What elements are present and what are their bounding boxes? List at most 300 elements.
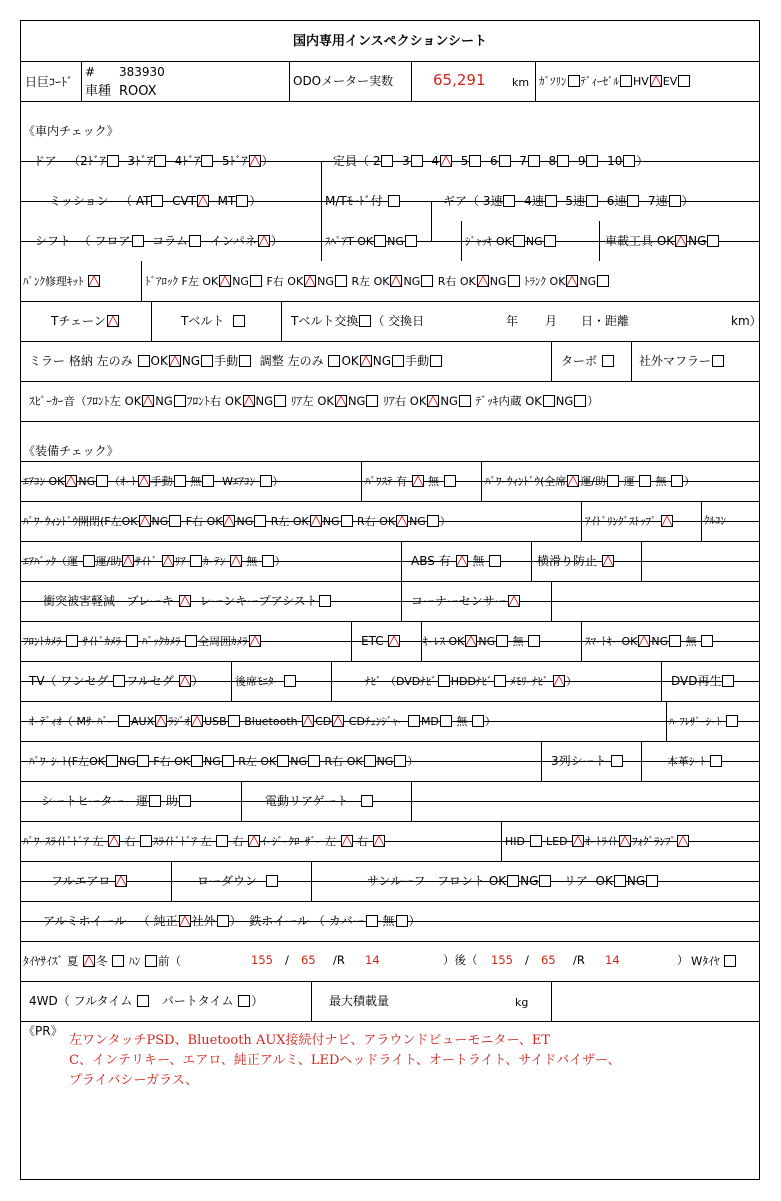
- tv-fullseg-checkbox[interactable]: [179, 675, 191, 687]
- door-3-checkbox[interactable]: [154, 155, 166, 167]
- auto-light-label: ｵｰﾄﾗｲﾄ: [585, 835, 619, 848]
- sunroof-rear-ok-checkbox[interactable]: [614, 875, 626, 887]
- speaker-fl-ok-checkbox[interactable]: [142, 395, 154, 407]
- audio-row: [29, 715, 496, 727]
- spare-label: ｽﾍﾟｱT: [325, 235, 354, 248]
- mirror-adjust-ng-label: NG: [372, 354, 392, 368]
- turbo-row: [561, 355, 615, 367]
- power-seat-rr-ng-checkbox[interactable]: [394, 755, 406, 767]
- audio-m-server-checkbox[interactable]: [118, 715, 130, 727]
- spare-ok-label: OK: [357, 235, 374, 248]
- rear-monitor-row: [235, 675, 297, 687]
- mirror-fold-ok-checkbox[interactable]: [169, 355, 181, 367]
- smart-key-ok-checkbox[interactable]: [638, 635, 650, 647]
- auto-light-checkbox[interactable]: [619, 835, 631, 847]
- aircon-ok-label: OK: [48, 475, 65, 488]
- tire-winter-checkbox[interactable]: [112, 955, 124, 967]
- power-window-dp-checkbox[interactable]: [607, 475, 619, 487]
- tire-front-rim: 14: [365, 953, 380, 967]
- door-lock-rl-label: R左: [351, 275, 371, 288]
- puncture-row: [23, 275, 101, 287]
- speaker-close: ）: [587, 394, 599, 408]
- around-camera-checkbox[interactable]: [249, 635, 261, 647]
- keyless-ng-checkbox[interactable]: [496, 635, 508, 647]
- power-seat-rr-ok-checkbox[interactable]: [364, 755, 376, 767]
- aircon-row: [23, 475, 284, 487]
- door-row: [33, 155, 274, 167]
- spare-ok-checkbox[interactable]: [374, 235, 386, 247]
- capacity-4-checkbox[interactable]: [440, 155, 452, 167]
- gear-close: ）: [681, 194, 694, 208]
- full-aero-checkbox[interactable]: [115, 875, 127, 887]
- idle-stop-label: ｱｲﾄﾞﾘﾝｸﾞｽﾄｯﾌﾟ: [585, 515, 657, 528]
- tire-front-aspect: 65: [301, 953, 316, 967]
- number-label: #: [85, 65, 96, 79]
- power-gate-checkbox[interactable]: [361, 795, 373, 807]
- alloy-aftermarket-label: 社外: [191, 914, 216, 928]
- leather-seat-label: 本革ｼｰﾄ: [667, 755, 706, 768]
- w-tire-checkbox[interactable]: [724, 955, 736, 967]
- fuel-ev-checkbox[interactable]: [678, 75, 690, 87]
- fourwd-part-checkbox[interactable]: [238, 995, 250, 1007]
- power-slide-right-checkbox[interactable]: [140, 835, 152, 847]
- fog-lamp-label: ﾌｫｸﾞﾗﾝﾌﾟ: [632, 835, 677, 848]
- seat-heater-passenger-checkbox[interactable]: [179, 795, 191, 807]
- tools-ok-checkbox[interactable]: [675, 235, 687, 247]
- rear-monitor-checkbox[interactable]: [284, 675, 296, 687]
- sunroof-front-ok-checkbox[interactable]: [507, 875, 519, 887]
- power-steering-yes-checkbox[interactable]: [412, 475, 424, 487]
- slide-door-left-checkbox[interactable]: [216, 835, 228, 847]
- power-steering-no-checkbox[interactable]: [444, 475, 456, 487]
- mt-mode-label: M/Tﾓｰﾄﾞ付: [325, 194, 383, 208]
- airbag-none-checkbox[interactable]: [262, 555, 274, 567]
- audio-bluetooth-label: Bluetooth: [244, 715, 298, 728]
- sheet-title: 国内専用インスペクションシート: [292, 34, 488, 49]
- mt-mode-checkbox[interactable]: [388, 195, 400, 207]
- audio-usb-checkbox[interactable]: [228, 715, 240, 727]
- shift-floor-checkbox[interactable]: [132, 235, 144, 247]
- easy-closer-label: ｲｰｼﾞｰｸﾛｰｻﾞｰ: [261, 835, 322, 848]
- jack-ok-checkbox[interactable]: [513, 235, 525, 247]
- door-lock-fl-ng-label: NG: [232, 275, 249, 288]
- shift-close: ）: [270, 234, 283, 248]
- tire-close: ）: [677, 953, 689, 967]
- power-seat-fl-label: (F左: [67, 755, 90, 768]
- aircon-manual-label: 手動: [150, 475, 173, 488]
- lane-keep-checkbox[interactable]: [319, 595, 331, 607]
- pw-open-fl-ok-label: OK: [121, 515, 138, 528]
- tire-rear-slash: /: [525, 953, 529, 967]
- sunroof-front-ng-checkbox[interactable]: [539, 875, 551, 887]
- belt-swap-row: [291, 314, 762, 328]
- door-lock-rl-ng-checkbox[interactable]: [421, 275, 433, 287]
- aircon-none-label: 無: [190, 475, 202, 488]
- fuel-diesel-checkbox[interactable]: [620, 75, 632, 87]
- mirror-adjust-ng-checkbox[interactable]: [392, 355, 404, 367]
- led-checkbox[interactable]: [572, 835, 584, 847]
- odo-label: ODOメーター実数: [293, 74, 394, 88]
- t-belt-checkbox[interactable]: [233, 315, 245, 327]
- mission-at-label: AT: [135, 194, 151, 208]
- aircon-ng-label: NG: [78, 475, 96, 488]
- door-lock-fl-ok-label: OK: [202, 275, 219, 288]
- smart-key-ng-checkbox[interactable]: [669, 635, 681, 647]
- back-camera-label: ﾊﾞｯｸｶﾒﾗ: [142, 635, 181, 648]
- power-window-dp-label: 運/助: [580, 475, 607, 488]
- gear-6-checkbox[interactable]: [627, 195, 639, 207]
- spare-row: [325, 235, 418, 247]
- aircon-label: ｴｱｺﾝ: [23, 475, 45, 488]
- door-lock-fr-ok-checkbox[interactable]: [304, 275, 316, 287]
- mission-cvt-checkbox[interactable]: [197, 195, 209, 207]
- speaker-rr-ok-checkbox[interactable]: [427, 395, 439, 407]
- aircon-manual-checkbox[interactable]: [174, 475, 186, 487]
- speaker-fl-ok-label: OK: [124, 394, 142, 408]
- speaker-rl-ng-checkbox[interactable]: [366, 395, 378, 407]
- mission-mt-label: MT: [217, 194, 236, 208]
- door-open: （: [68, 154, 81, 168]
- puncture-kit-checkbox[interactable]: [88, 275, 100, 287]
- power-seat-fr-label: F右: [153, 755, 171, 768]
- capacity-6-checkbox[interactable]: [499, 155, 511, 167]
- gear-7-checkbox[interactable]: [669, 195, 681, 207]
- door-lock-fr-ng-checkbox[interactable]: [335, 275, 347, 287]
- pw-open-fl-ng-checkbox[interactable]: [169, 515, 181, 527]
- collision-brake-checkbox[interactable]: [179, 595, 191, 607]
- power-slide-left-checkbox[interactable]: [108, 835, 120, 847]
- airbag-side-checkbox[interactable]: [162, 555, 174, 567]
- pw-open-fr-ng-checkbox[interactable]: [254, 515, 266, 527]
- number-value: 383930: [119, 65, 165, 79]
- power-window-none-label: 無: [655, 475, 667, 488]
- speaker-fl-ng-checkbox[interactable]: [174, 395, 186, 407]
- fourwd-label: 4WD: [29, 994, 58, 1008]
- door-lock-fr-ok-label: OK: [287, 275, 304, 288]
- easy-closer-right-checkbox[interactable]: [373, 835, 385, 847]
- pw-open-rr-ok-checkbox[interactable]: [396, 515, 408, 527]
- gear-label: ギア（: [443, 194, 480, 208]
- pw-open-rr-ng-checkbox[interactable]: [427, 515, 439, 527]
- capacity-9-checkbox[interactable]: [586, 155, 598, 167]
- model-value: ROOX: [119, 84, 157, 99]
- abs-yes-checkbox[interactable]: [456, 555, 468, 567]
- speaker-rl-ng-label: NG: [347, 394, 366, 408]
- slide-door-right-checkbox[interactable]: [248, 835, 260, 847]
- power-seat-fl-ng-checkbox[interactable]: [137, 755, 149, 767]
- fuel-hv-label: HV: [633, 75, 649, 88]
- power-window-none-checkbox[interactable]: [671, 475, 683, 487]
- capacity-9-label: 9: [577, 154, 586, 168]
- third-row-seat: [551, 755, 624, 767]
- keyless-label: ｷｰﾚｽ: [423, 635, 445, 648]
- rear-monitor-label: 後席ﾓﾆﾀｰ: [235, 675, 279, 688]
- speaker-deck-label: ﾃﾞｯｷ内蔵: [475, 394, 522, 408]
- tools-label: 車載工具: [605, 234, 654, 248]
- power-window-driver-checkbox[interactable]: [639, 475, 651, 487]
- gear-4-checkbox[interactable]: [545, 195, 557, 207]
- airbag-curtain-checkbox[interactable]: [230, 555, 242, 567]
- power-seat-fl-ng-label: NG: [119, 755, 136, 768]
- mission-open: （: [119, 194, 132, 208]
- half-leather-checkbox[interactable]: [726, 715, 738, 727]
- navi-hdd-label: HDDﾅﾋﾞ: [450, 675, 493, 688]
- speaker-rr-ng-label: NG: [440, 394, 458, 408]
- capacity-8-label: 8: [548, 154, 557, 168]
- idle-stop-row: [585, 515, 674, 527]
- etc-checkbox[interactable]: [388, 635, 400, 647]
- hid-checkbox[interactable]: [530, 835, 542, 847]
- tv-oneseg-checkbox[interactable]: [113, 675, 125, 687]
- steel-open: （: [312, 914, 325, 928]
- door-lock-rl-ok-checkbox[interactable]: [390, 275, 402, 287]
- spare-ng-checkbox[interactable]: [405, 235, 417, 247]
- fuel-row: [539, 75, 691, 87]
- audio-label: ｵｰﾃﾞｨｵ: [29, 715, 62, 728]
- pw-open-rl-ok-checkbox[interactable]: [310, 515, 322, 527]
- mirror-adjust-manual-checkbox[interactable]: [430, 355, 442, 367]
- tire-rear-label: ）後（: [443, 953, 478, 967]
- alloy-aftermarket-checkbox[interactable]: [217, 915, 229, 927]
- power-seat-rl-ok-checkbox[interactable]: [277, 755, 289, 767]
- aircon-w-label: Wｴｱｺﾝ: [222, 475, 256, 488]
- power-seat-fl-ok-checkbox[interactable]: [106, 755, 118, 767]
- aircon-auto-checkbox[interactable]: [138, 475, 150, 487]
- lowdown-checkbox[interactable]: [266, 875, 278, 887]
- power-seat-rr-ok-label: OK: [346, 755, 363, 768]
- audio-cd-changer-checkbox[interactable]: [408, 715, 420, 727]
- airbag-driver-checkbox[interactable]: [83, 555, 95, 567]
- steel-cover-label: カバー: [328, 914, 365, 928]
- power-seat-rl-ng-checkbox[interactable]: [308, 755, 320, 767]
- speaker-deck-ok-checkbox[interactable]: [543, 395, 555, 407]
- mirror-fold-ng-checkbox[interactable]: [201, 355, 213, 367]
- speaker-rr-ng-checkbox[interactable]: [459, 395, 471, 407]
- steel-cover-checkbox[interactable]: [366, 915, 378, 927]
- fourwd-full-checkbox[interactable]: [137, 995, 149, 1007]
- capacity-6-label: 6: [489, 154, 498, 168]
- smart-key-ng-label: NG: [651, 635, 669, 648]
- alloy-genuine-checkbox[interactable]: [179, 915, 191, 927]
- pw-open-fr-ok-checkbox[interactable]: [223, 515, 235, 527]
- aircon-ok-checkbox[interactable]: [65, 475, 77, 487]
- door-4-checkbox[interactable]: [201, 155, 213, 167]
- audio-md-checkbox[interactable]: [440, 715, 452, 727]
- speaker-open: （: [75, 394, 87, 408]
- equipment-section-label: 《装備チェック》: [23, 444, 119, 458]
- pw-open-fl-ng-label: NG: [151, 515, 169, 528]
- sunroof-rear-ng-checkbox[interactable]: [646, 875, 658, 887]
- abs-no-checkbox[interactable]: [489, 555, 501, 567]
- tools-row: [605, 235, 720, 247]
- mission-at-checkbox[interactable]: [151, 195, 163, 207]
- steel-none-checkbox[interactable]: [396, 915, 408, 927]
- pw-open-fl-ok-checkbox[interactable]: [139, 515, 151, 527]
- idle-stop-checkbox[interactable]: [661, 515, 673, 527]
- fourwd-open: （: [57, 994, 70, 1008]
- fuel-hv-checkbox[interactable]: [650, 75, 662, 87]
- door-lock-rl-ng-label: NG: [403, 275, 421, 288]
- audio-bluetooth-checkbox[interactable]: [302, 715, 314, 727]
- jack-ng-checkbox[interactable]: [544, 235, 556, 247]
- keyless-ok-checkbox[interactable]: [465, 635, 477, 647]
- abs-yes-label: 有: [438, 554, 451, 568]
- abs-row: [411, 555, 502, 567]
- mirror-adjust-left-only-label: 左のみ: [287, 354, 324, 368]
- power-steering-label: ﾊﾟﾜｽﾃ: [365, 475, 393, 488]
- pw-open-rr-ok-label: OK: [379, 515, 396, 528]
- audio-aux-checkbox[interactable]: [155, 715, 167, 727]
- gear-3-checkbox[interactable]: [503, 195, 515, 207]
- pw-open-fl-label: (F左: [100, 515, 122, 528]
- dvd-play-label: DVD再生: [671, 674, 722, 688]
- audio-close: ）: [484, 715, 496, 728]
- mirror-adjust-left-only-checkbox[interactable]: [328, 355, 340, 367]
- airbag-rear-checkbox[interactable]: [190, 555, 202, 567]
- tv-fullseg-label: フルセグ: [126, 674, 174, 688]
- gear-3-label: 3速: [482, 194, 503, 208]
- etc-row: [361, 635, 401, 647]
- tire-front-width: 155: [251, 953, 273, 967]
- front-camera-label: ﾌﾛﾝﾄｶﾒﾗ: [23, 635, 62, 648]
- front-camera-checkbox[interactable]: [66, 635, 78, 647]
- shift-column-checkbox[interactable]: [189, 235, 201, 247]
- aircon-ng-checkbox[interactable]: [96, 475, 108, 487]
- audio-none-checkbox[interactable]: [472, 715, 484, 727]
- skid-prevention-checkbox[interactable]: [602, 555, 614, 567]
- fuel-gasoline-checkbox[interactable]: [568, 75, 580, 87]
- capacity-10-checkbox[interactable]: [623, 155, 635, 167]
- airbag-label: ｴｱﾊﾞｯｸ: [23, 555, 56, 568]
- back-camera-checkbox[interactable]: [185, 635, 197, 647]
- belt-swap-checkbox[interactable]: [359, 315, 371, 327]
- audio-open: （: [62, 715, 73, 728]
- tire-row: [23, 955, 759, 968]
- slide-door-right-label: 右: [232, 835, 244, 848]
- fog-lamp-checkbox[interactable]: [677, 835, 689, 847]
- power-seat-fr-ng-checkbox[interactable]: [222, 755, 234, 767]
- sunroof-rear-label: リア: [563, 874, 588, 888]
- pw-open-rl-ng-label: NG: [322, 515, 340, 528]
- seat-heater-row: [41, 795, 192, 807]
- tv-row: [29, 675, 204, 687]
- audio-radio-checkbox[interactable]: [191, 715, 203, 727]
- shift-inpane-checkbox[interactable]: [258, 235, 270, 247]
- tire-rear-rim: 14: [605, 953, 620, 967]
- tire-summer-checkbox[interactable]: [83, 955, 95, 967]
- t-chain-checkbox[interactable]: [107, 315, 119, 327]
- capacity-2-label: 2: [372, 154, 381, 168]
- seat-heater-label: シートヒーター: [41, 794, 125, 808]
- door-2-checkbox[interactable]: [107, 155, 119, 167]
- tire-han-checkbox[interactable]: [145, 955, 157, 967]
- capacity-2-checkbox[interactable]: [381, 155, 393, 167]
- fuel-gasoline-label: ｶﾞｿﾘﾝ: [539, 75, 567, 88]
- third-row-checkbox[interactable]: [611, 755, 623, 767]
- full-aero-row: [51, 875, 128, 887]
- door-lock-fr-label: F右: [266, 275, 284, 288]
- gear-5-label: 5速: [565, 194, 586, 208]
- door-lock-rr-ok-checkbox[interactable]: [477, 275, 489, 287]
- mission-label: ミッション: [49, 194, 109, 208]
- gear-5-checkbox[interactable]: [586, 195, 598, 207]
- pw-open-fr-label: F右: [185, 515, 204, 528]
- door-lock-rr-ng-label: NG: [489, 275, 507, 288]
- capacity-3-checkbox[interactable]: [411, 155, 423, 167]
- capacity-7-checkbox[interactable]: [528, 155, 540, 167]
- tools-ng-checkbox[interactable]: [707, 235, 719, 247]
- capacity-5-checkbox[interactable]: [469, 155, 481, 167]
- aircon-w-checkbox[interactable]: [260, 475, 272, 487]
- audio-cd-checkbox[interactable]: [332, 715, 344, 727]
- nissan-code-label: 日巨ｺｰﾄﾞ: [25, 75, 74, 89]
- muffler-checkbox[interactable]: [712, 355, 724, 367]
- power-seat-fr-ok-checkbox[interactable]: [191, 755, 203, 767]
- door-5-checkbox[interactable]: [249, 155, 261, 167]
- door-lock-rr-ng-checkbox[interactable]: [508, 275, 520, 287]
- door-5-label: 5ﾄﾞｱ: [221, 154, 248, 168]
- pw-open-rl-ng-checkbox[interactable]: [341, 515, 353, 527]
- seat-heater-driver-checkbox[interactable]: [149, 795, 161, 807]
- corner-sensor-checkbox[interactable]: [508, 595, 520, 607]
- navi-dvd-checkbox[interactable]: [438, 675, 450, 687]
- mirror-fold-manual-checkbox[interactable]: [239, 355, 251, 367]
- leather-seat-checkbox[interactable]: [710, 755, 722, 767]
- shift-inpane-label: インパネ: [209, 234, 257, 248]
- navi-memory-checkbox[interactable]: [553, 675, 565, 687]
- speaker-rl-ok-checkbox[interactable]: [335, 395, 347, 407]
- door-lock-fl-ng-checkbox[interactable]: [250, 275, 262, 287]
- t-belt-row: [181, 315, 246, 327]
- dvd-play-checkbox[interactable]: [722, 675, 734, 687]
- speaker-fr-ng-checkbox[interactable]: [274, 395, 286, 407]
- easy-closer-left-checkbox[interactable]: [341, 835, 353, 847]
- capacity-label: 定員（: [333, 154, 370, 168]
- audio-m-server-label: Mｻｰﾊﾞｰ: [76, 715, 114, 728]
- navi-hdd-checkbox[interactable]: [494, 675, 506, 687]
- power-window-all-checkbox[interactable]: [567, 475, 579, 487]
- mirror-adjust-ok-checkbox[interactable]: [360, 355, 372, 367]
- tv-label: TV（: [29, 674, 57, 688]
- audio-aux-label: AUX: [131, 715, 155, 728]
- t-chain-row: [51, 315, 120, 327]
- capacity-8-checkbox[interactable]: [557, 155, 569, 167]
- keyless-none-checkbox[interactable]: [528, 635, 540, 647]
- jack-ok-label: OK: [496, 235, 512, 248]
- pr-label: 《PR》: [23, 1024, 63, 1038]
- smart-key-none-checkbox[interactable]: [701, 635, 713, 647]
- audio-cd-changer-label: CDﾁｪﾝｼﾞｬｰ: [348, 715, 404, 728]
- mirror-adjust-ok-label: OK: [341, 354, 359, 368]
- airbag-dp-checkbox[interactable]: [122, 555, 134, 567]
- inspection-sheet: [20, 20, 760, 1180]
- trunk-ok-checkbox[interactable]: [566, 275, 578, 287]
- speaker-deck-ng-checkbox[interactable]: [574, 395, 586, 407]
- mission-mt-checkbox[interactable]: [236, 195, 248, 207]
- aircon-none-checkbox[interactable]: [202, 475, 214, 487]
- trunk-ng-checkbox[interactable]: [597, 275, 609, 287]
- mirror-fold-left-only-checkbox[interactable]: [138, 355, 150, 367]
- gear-6-label: 6速: [606, 194, 627, 208]
- tire-han-label: ﾊﾝ: [128, 954, 141, 968]
- door-lock-fl-ok-checkbox[interactable]: [219, 275, 231, 287]
- turbo-checkbox[interactable]: [602, 355, 614, 367]
- speaker-fr-ok-checkbox[interactable]: [243, 395, 255, 407]
- steel-wheel-label: 鉄ホイール: [249, 914, 310, 928]
- side-camera-checkbox[interactable]: [126, 635, 138, 647]
- pw-open-row: [23, 515, 451, 527]
- speaker-rr-ok-label: OK: [409, 394, 427, 408]
